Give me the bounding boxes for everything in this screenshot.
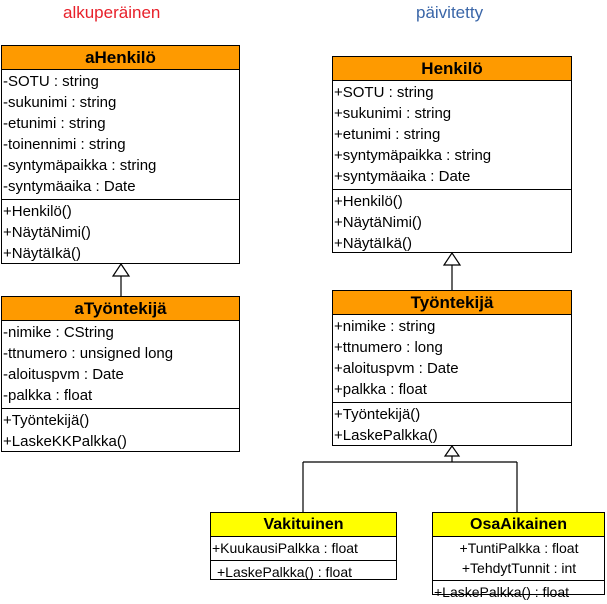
generalization-arrow <box>445 446 459 456</box>
attribute: +TuntiPalkka : float <box>459 540 579 556</box>
attribute: -palkka : float <box>3 387 93 404</box>
attribute: +syntymäaika : Date <box>334 168 471 185</box>
operation: +NäytäIkä() <box>3 245 81 262</box>
operation: +Työntekijä() <box>334 406 421 423</box>
attribute: +syntymäpaikka : string <box>334 147 492 164</box>
generalization-arrow <box>113 264 129 276</box>
attribute: +aloituspvm : Date <box>334 360 459 377</box>
attribute: -syntymäaika : Date <box>3 178 136 195</box>
operation: +Henkilö() <box>334 193 403 210</box>
attribute: +nimike : string <box>334 318 436 335</box>
generalization-arrow <box>444 253 460 265</box>
attribute: -aloituspvm : Date <box>3 366 124 383</box>
attribute: -SOTU : string <box>3 73 99 90</box>
attribute: +TehdytTunnit : int <box>461 560 577 576</box>
attribute: +SOTU : string <box>334 84 434 101</box>
class-name: aTyöntekijä <box>2 297 239 321</box>
attribute: -syntymäpaikka : string <box>3 157 157 174</box>
attribute: +etunimi : string <box>334 126 441 143</box>
operation: +LaskePalkka() : float <box>217 564 353 580</box>
class-name: aHenkilö <box>2 46 239 70</box>
attribute: -sukunimi : string <box>3 94 117 111</box>
attribute: +ttnumero : long <box>334 339 443 356</box>
operation: +NäytäIkä() <box>334 235 412 252</box>
operation: +LaskePalkka() <box>334 427 438 444</box>
operation: +LaskeKKPalkka() <box>3 433 127 450</box>
class-name: Henkilö <box>333 57 571 81</box>
attribute: -etunimi : string <box>3 115 106 132</box>
heading-original: alkuperäinen <box>63 3 161 22</box>
attribute: -ttnumero : unsigned long <box>3 345 174 362</box>
class-name: Vakituinen <box>211 513 396 537</box>
operation: +LaskePalkka() : float <box>434 584 570 600</box>
attribute: -toinennimi : string <box>3 136 126 153</box>
class-name: OsaAikainen <box>433 513 604 537</box>
attribute: +sukunimi : string <box>334 105 452 122</box>
operation: +Työntekijä() <box>3 412 90 429</box>
heading-updated: päivitetty <box>416 3 484 22</box>
class-name: Työntekijä <box>333 291 571 315</box>
attribute: +palkka : float <box>334 381 427 398</box>
attribute: +KuukausiPalkka : float <box>212 540 358 556</box>
operation: +NäytäNimi() <box>334 214 422 231</box>
operation: +Henkilö() <box>3 203 72 220</box>
attribute: -nimike : CString <box>3 324 114 341</box>
operation: +NäytäNimi() <box>3 224 91 241</box>
